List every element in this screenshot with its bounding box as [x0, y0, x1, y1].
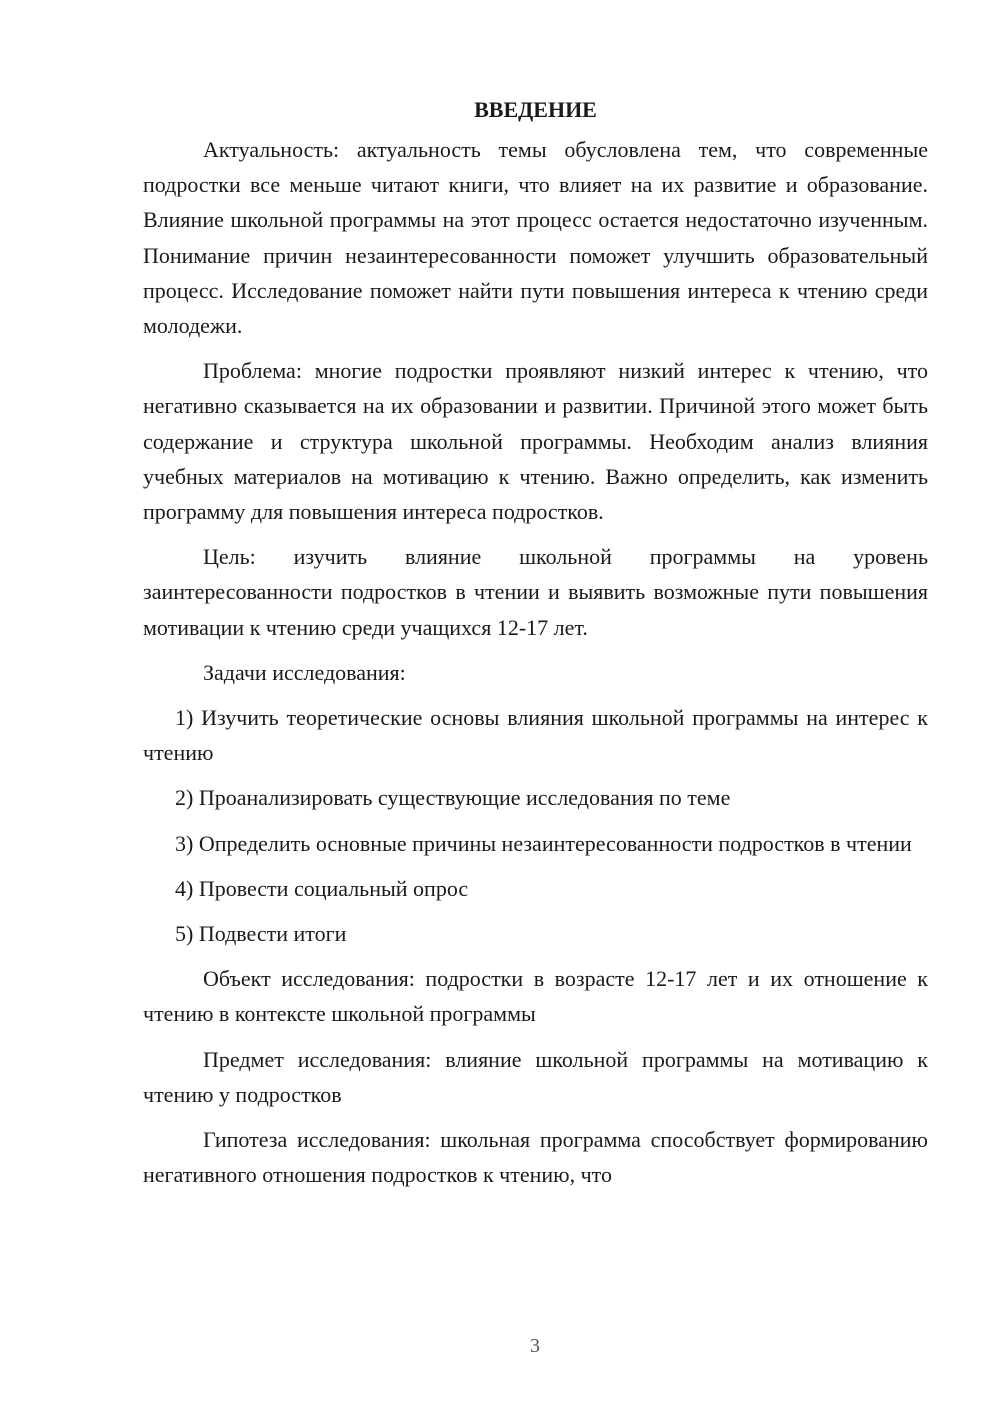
section-heading: ВВЕДЕНИЕ	[474, 97, 597, 122]
task-list	[143, 700, 928, 951]
paragraph-problem: Проблема: многие подростки проявляют низкий интерес к чтению, что негативно сказывается на их образовании и развитии. Причиной этого может быть содержание и структура школьной программы. Необходим анализ влияния учебных материалов на мотивацию к чтению. Важно определить, как изменить программу для повышения интереса подростков.	[143, 358, 928, 525]
paragraph-object: Объект исследования: подростки в возрасте 12-17 лет и их отношение к чтению в контексте школьной программы	[143, 966, 928, 1027]
paragraph-subject: Предмет исследования: влияние школьной программы на мотивацию к чтению у подростков	[143, 1046, 928, 1107]
task-item: 3) Определить основные причины незаинтересованности подростков в чтении	[175, 830, 912, 856]
task-item: 1) Изучить теоретические основы влияния школьной программы на интерес к чтению	[143, 705, 928, 766]
task-item: 5) Подвести итоги	[175, 921, 347, 947]
document-page	[143, 92, 928, 1202]
task-item: 4) Провести социальный опрос	[175, 875, 469, 901]
task-item: 2) Проанализировать существующие исследования по теме	[175, 785, 731, 811]
page-number: 3	[530, 1335, 540, 1357]
tasks-title: Задачи исследования:	[203, 659, 406, 685]
paragraph-relevance: Актуальность: актуальность темы обусловлена тем, что современные подростки все меньше читают книги, что влияет на их развитие и образование. Влияние школьной программы на этот процесс остается недостаточно изученным. Понимание причин незаинтересованности поможет улучшить образовательный процесс. Исследование поможет найти пути повышения интереса к чтению среди молодежи.	[143, 137, 928, 339]
paragraph-hypothesis: Гипотеза исследования: школьная программа способствует формированию негативного отношения подростков к чтению, что	[143, 1127, 928, 1188]
paragraph-goal: Цель: изучить влияние школьной программы на уровень заинтересованности подростков в чтении и выявить возможные пути повышения мотивации к чтению среди учащихся 12-17 лет.	[143, 544, 928, 640]
